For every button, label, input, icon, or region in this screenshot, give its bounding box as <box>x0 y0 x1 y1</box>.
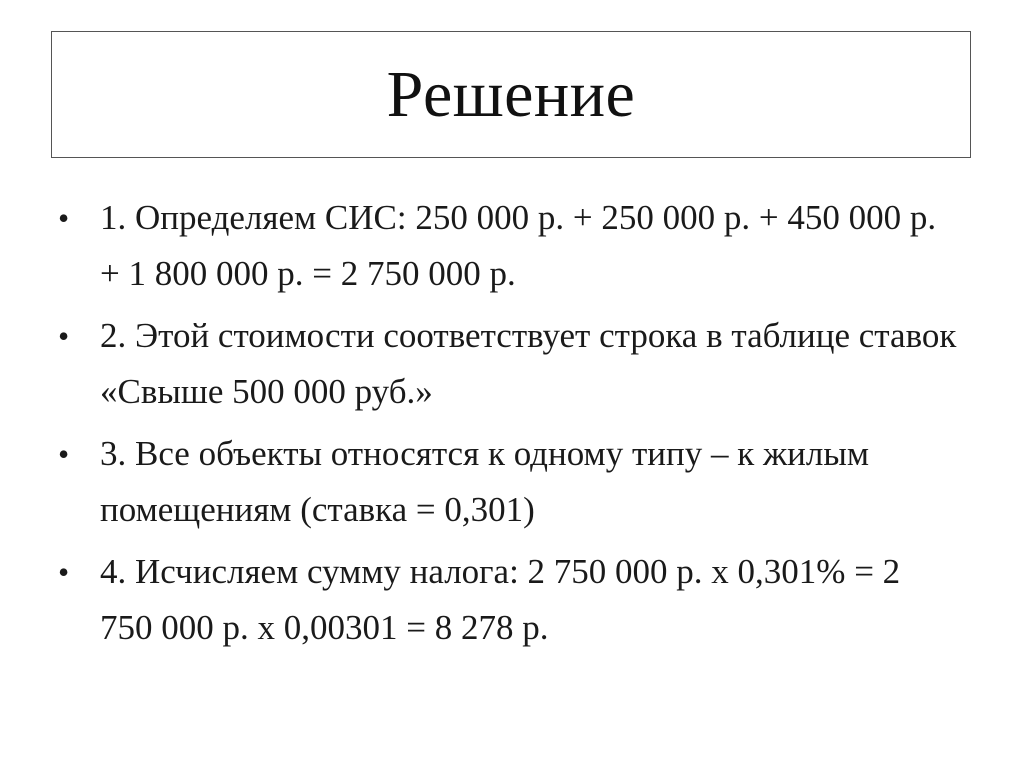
bullet-icon: • <box>58 436 70 472</box>
bullet-text-1: 1. Определяем СИС: 250 000 р. + 250 000 р. + 450 000 р. + 1 800 000 р. = 2 750 000 р. <box>100 198 937 293</box>
title-box <box>51 31 971 158</box>
bullet-item-4 <box>58 544 958 656</box>
bullet-item-1 <box>58 190 958 302</box>
slide-title: Решение <box>386 57 636 131</box>
bullet-icon: • <box>58 554 70 590</box>
bullet-text-2: 2. Этой стоимости соответствует строка в таблице ставок «Свыше 500 000 руб.» <box>100 316 957 411</box>
bullet-item-2 <box>58 308 958 420</box>
bullet-icon: • <box>58 200 70 236</box>
bullet-text-3: 3. Все объекты относятся к одному типу – к жилым помещениям (ставка = 0,301) <box>100 434 870 529</box>
bullet-icon: • <box>58 318 70 354</box>
bullet-item-3 <box>58 426 958 538</box>
bullet-list <box>58 190 958 662</box>
bullet-text-4: 4. Исчисляем сумму налога: 2 750 000 р. х 0,301% = 2 750 000 р. х 0,00301 = 8 278 р. <box>100 552 901 647</box>
